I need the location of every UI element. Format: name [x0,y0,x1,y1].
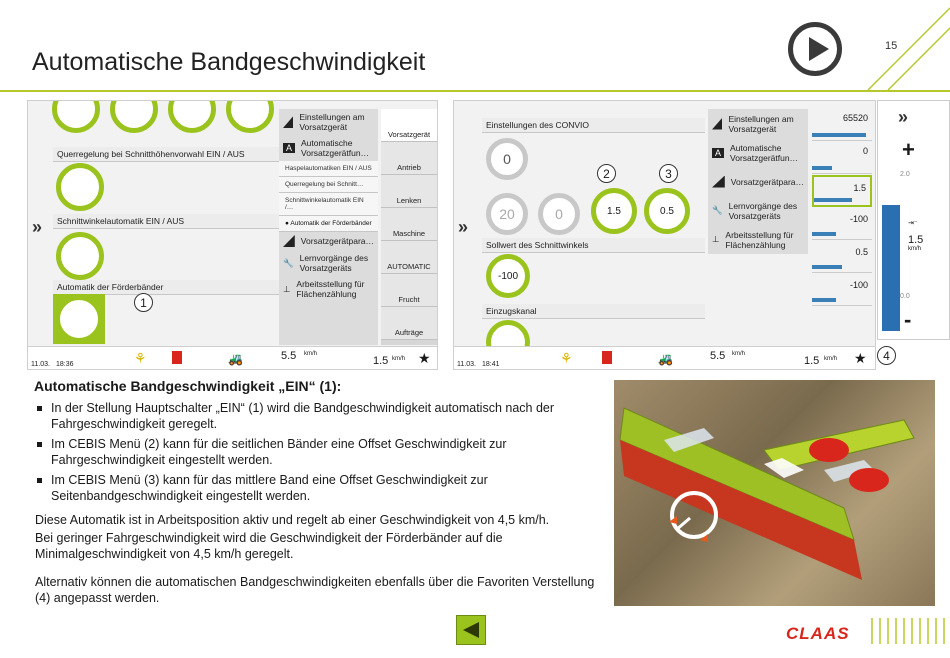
top-icon-row [52,105,282,139]
row-label: Automatik der Förderbänder [53,280,279,295]
gauge-2[interactable]: 0 [538,193,580,235]
belt-automatic-toggle[interactable] [55,295,103,343]
gauge-center-belt-offset[interactable]: 0.5 [644,188,690,234]
convio-header-illustration [614,380,935,606]
brand-bars [868,618,950,644]
submenu-belt-automatic[interactable]: ● Automatik der Förderbänder [279,216,378,232]
status-bar [454,346,876,370]
cut-angle-toggle[interactable] [56,232,104,280]
paragraph: Diese Automatik ist in Arbeitsposition aktiv und regelt ab einer Geschwindigkeit von 4,5 km/h. [35,513,550,527]
paragraph: Alternativ können die automatischen Bandgeschwindigkeiten ebenfalls über die Favoriten Verstellung (4) angepasst werden. [35,575,595,605]
header-param-icon [712,176,725,188]
wrench-icon: 🔧 [283,257,294,268]
status-time: 18:36 [56,361,74,368]
wrench-icon: 🔧 [712,205,723,215]
settings-menu [279,109,378,345]
header-illustration [614,380,935,606]
tab-header[interactable]: Vorsatzgerät [381,109,437,142]
row-label: Querregelung bei Schnitthöhenvorwahl EIN / AUS [53,147,279,162]
status-speed: 5.5 [281,350,297,362]
tab-steering[interactable]: Lenken [381,175,437,208]
tab-crop[interactable]: Frucht [381,274,437,307]
tab-bar [381,109,437,345]
value-row[interactable]: 0.5 [812,241,872,273]
menu-item-header-settings[interactable]: Einstellungen am Vorsatzgerät [279,109,378,135]
status-belt-speed: 1.5 [373,355,389,367]
cebis-screen-automatic [27,100,438,370]
submenu-cut-angle[interactable]: Schnittwinkelautomatik EIN /… [279,193,378,216]
back-button[interactable] [456,615,486,645]
favorites-panel [877,100,950,340]
status-speed-unit: km/h [732,351,746,357]
tab-automatic[interactable]: AUTOMATIC [381,241,437,274]
tractor-icon[interactable]: 🚜 [658,352,673,366]
menu-item-learning[interactable]: 🔧 Lernvorgänge des Vorsatzgeräts [712,200,798,221]
function-icon[interactable] [52,100,100,133]
bullet-item: Im CEBIS Menü (2) kann für die seitlichen Bänder eine Offset Geschwindigkeit zur Fahrgeschwindigkeit eingestellt werden. [35,436,601,468]
value-row[interactable]: -100 [812,208,872,240]
value-panel [812,109,872,337]
menu-item-work-position[interactable]: ⊥ Arbeitsstellung für Flächenzählung [283,279,365,299]
value-row[interactable]: 0 [812,142,872,174]
status-date: 11.03. [457,361,476,368]
value-row-selected[interactable]: 1.5 [812,175,872,207]
value-row[interactable]: 65520 [812,109,872,141]
status-belt-speed: 1.5 [804,355,820,367]
cebis-screen-convio [453,100,876,370]
status-bar [28,346,438,370]
play-button[interactable] [788,22,842,76]
callout-3: 3 [659,164,678,183]
favorite-unit: km/h [908,246,922,252]
favorite-star-icon[interactable]: ★ [854,350,867,366]
increase-button[interactable]: + [902,137,915,162]
cross-control-toggle[interactable] [56,163,104,211]
door-icon[interactable] [172,351,182,364]
callout-4: 4 [877,346,896,365]
claas-logo: CLAAS [786,624,850,643]
scale-top: 2.0 [900,171,910,178]
cut-angle-section: Sollwert des Schnittwinkels [482,238,705,253]
scale-bottom: 0.0 [900,293,910,300]
bullet-item: In der Stellung Hauptschalter „EIN“ (1) wird die Bandgeschwindigkeit automatisch nach der Fahrgeschwindigkeit geregelt. [35,400,601,432]
door-icon[interactable] [602,351,612,364]
submenu-reel-automatic[interactable]: Haspelautomatiken EIN / AUS [279,161,378,177]
header-settings-icon [712,118,722,130]
settings-menu [708,109,808,254]
favorite-star-icon[interactable]: ★ [418,350,431,366]
header-param-icon [283,235,295,247]
position-icon: ⊥ [712,234,720,244]
seat-icon[interactable]: ⚘ [134,350,147,366]
status-date: 11.03. [31,361,50,368]
belt-automatic-selected[interactable] [53,294,105,344]
callout-1: 1 [134,293,153,312]
tab-machine[interactable]: Maschine [381,208,437,241]
tab-drive[interactable]: Antrieb [381,142,437,175]
corner-decoration [848,0,950,90]
paragraph: Bei geringer Fahrgeschwindigkeit wird die Geschwindigkeit der Förderbänder auf die Minimalgeschwindigkeit von 4,5 km/h geregelt. [35,531,503,561]
status-belt-unit: km/h [824,356,838,362]
chevron-right-icon[interactable]: » [898,107,909,127]
belt-speed-bar [882,205,900,331]
menu-item-automatic-functions[interactable]: A Automatische Vorsatzgerätfun… [708,138,808,167]
function-icon[interactable] [110,100,158,133]
gauge-side-belt-offset[interactable]: 1.5 [591,188,637,234]
bullet-item: Im CEBIS Menü (3) kann für das mittlere Band eine Offset Geschwindigkeit zur Seitenbandgeschwindigkeit eingestellt werden. [35,472,601,504]
tab-orders[interactable]: Aufträge [381,307,437,340]
value-row[interactable]: -100 [812,274,872,306]
seat-icon[interactable]: ⚘ [560,350,573,366]
function-icon[interactable] [226,100,274,133]
menu-item-learning[interactable]: 🔧 Lernvorgänge des Vorsatzgeräts [283,253,369,273]
header-rule [0,90,950,92]
convio-header: Einstellungen des CONVIO [482,118,705,133]
decrease-button[interactable]: - [904,307,912,332]
menu-item-header-settings[interactable]: Einstellungen am Vorsatzgerät [708,109,808,138]
automatic-a-icon: A [283,143,295,153]
belt-icon: ⇥⁻ [908,220,918,227]
status-belt-unit: km/h [392,356,406,362]
expand-chevron-icon[interactable]: » [32,217,43,237]
gauge-1[interactable]: 20 [486,193,528,235]
menu-item-header-params[interactable]: Vorsatzgerätpara… [708,167,808,196]
gauge-0[interactable]: 0 [486,138,528,180]
favorite-value: 1.5 [908,234,924,246]
automatic-a-icon: A [712,148,724,158]
callout-2: 2 [597,164,616,183]
feeder-section: Einzugskanal [482,304,705,319]
menu-item-header-params[interactable]: Vorsatzgerätpara… [279,232,378,250]
position-icon: ⊥ [283,283,291,294]
status-speed-unit: km/h [304,351,318,357]
content-heading: Automatische Bandgeschwindigkeit „EIN“ (1): [34,378,342,394]
tractor-icon[interactable]: 🚜 [228,352,243,366]
slide-title: Automatische Bandgeschwindigkeit [32,48,426,76]
status-speed: 5.5 [710,350,726,362]
menu-item-work-position[interactable]: ⊥ Arbeitsstellung für Flächenzählung [712,229,794,250]
bullet-list [35,400,601,504]
cut-angle-gauge[interactable]: -100 [486,254,530,298]
menu-item-automatic-functions[interactable]: A Automatische Vorsatzgerätfun… [279,135,378,161]
header-settings-icon [283,116,293,128]
function-icon[interactable] [168,100,216,133]
expand-chevron-icon[interactable]: » [458,217,469,237]
status-time: 18:41 [482,361,500,368]
row-label: Schnittwinkelautomatik EIN / AUS [53,214,279,229]
submenu-cross-control[interactable]: Querregelung bei Schnitt… [279,177,378,193]
page-number: 15 [885,40,898,52]
